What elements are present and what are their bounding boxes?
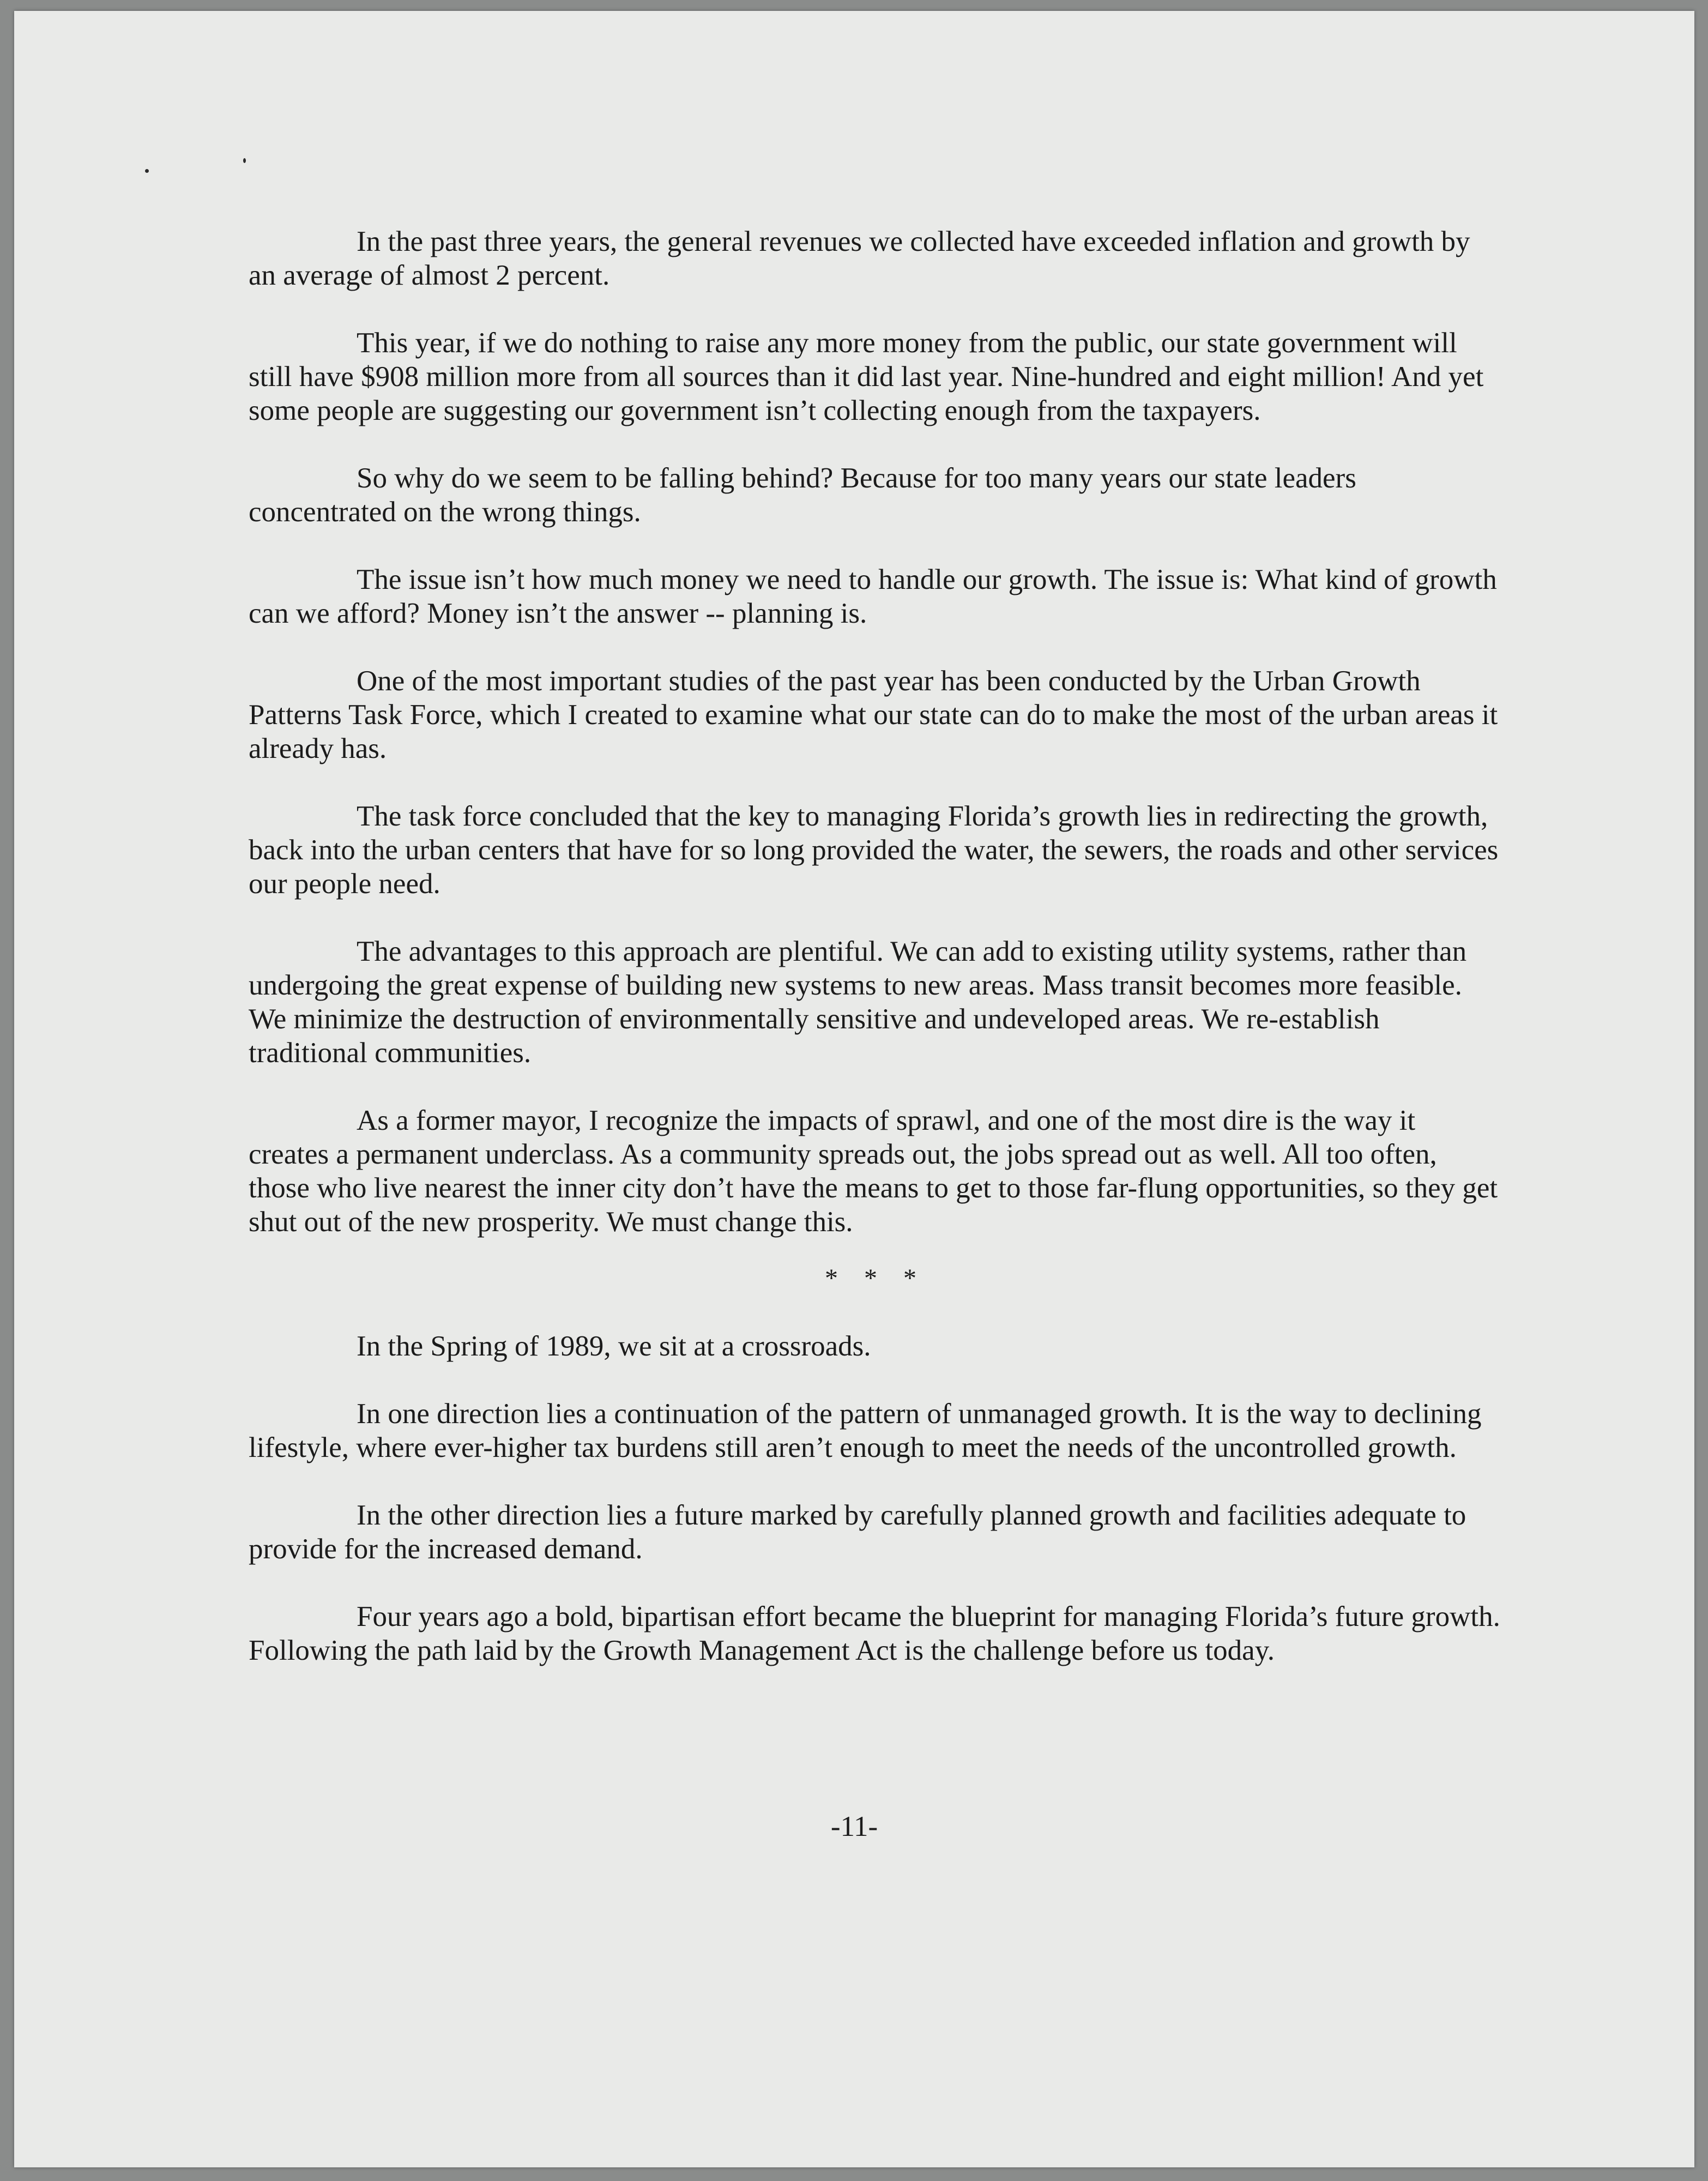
paragraph: So why do we seem to be falling behind? Because for too many years our state leaders concentrated on the wrong things. <box>249 462 1356 528</box>
paragraph: In the Spring of 1989, we sit at a crossroads. <box>357 1330 871 1362</box>
document-page <box>14 11 1694 2167</box>
paragraph: The issue isn’t how much money we need to handle our growth. The issue is: What kind of growth can we afford? Money isn’t the answer -- planning is. <box>249 564 1497 629</box>
paragraph: The task force concluded that the key to managing Florida’s growth lies in redirecting the growth, back into the urban centers that have for so long provided the water, the sewers, the roads and other services our people need. <box>249 800 1499 900</box>
paragraph: Four years ago a bold, bipartisan effort became the blueprint for managing Florida’s future growth. Following the path laid by the Growth Management Act is the challenge before us today. <box>249 1601 1500 1666</box>
body-text <box>249 225 1502 1701</box>
paragraph: As a former mayor, I recognize the impacts of sprawl, and one of the most dire is the way it creates a permanent underclass. As a community spreads out, the jobs spread out as well. All too often, those who live nearest the inner city don’t have the means to get to those far-flung opportunities, so they get shut out of the new prosperity. We must change this. <box>249 1105 1498 1238</box>
paragraph: The advantages to this approach are plentiful. We can add to existing utility systems, rather than undergoing the great expense of building new systems to new areas. Mass transit becomes more feasible. We minimize the destruction of environmentally sensitive and undeveloped areas. We re-establish traditional communities. <box>249 936 1467 1069</box>
paragraph: In the other direction lies a future marked by carefully planned growth and facilities adequate to provide for the increased demand. <box>249 1499 1466 1565</box>
paper-speck <box>243 158 246 163</box>
paragraph: In the past three years, the general revenues we collected have exceeded inflation and growth by an average of almost 2 percent. <box>249 226 1470 291</box>
paragraph: This year, if we do nothing to raise any more money from the public, our state government will still have $908 million more from all sources than it did last year. Nine-hundred and eight million! And yet some people are suggesting our government isn’t collecting enough from the taxpayers. <box>249 327 1484 426</box>
page-number: -11- <box>830 1811 878 1842</box>
section-separator: * * * <box>825 1264 926 1293</box>
paper-speck <box>145 169 149 173</box>
paragraph: One of the most important studies of the past year has been conducted by the Urban Growth Patterns Task Force, which I created to examine what our state can do to make the most of the urban areas it already has. <box>249 665 1498 764</box>
paragraph: In one direction lies a continuation of the pattern of unmanaged growth. It is the way to declining lifestyle, where ever-higher tax burdens still aren’t enough to meet the needs of the uncontrolled growth. <box>249 1398 1482 1463</box>
